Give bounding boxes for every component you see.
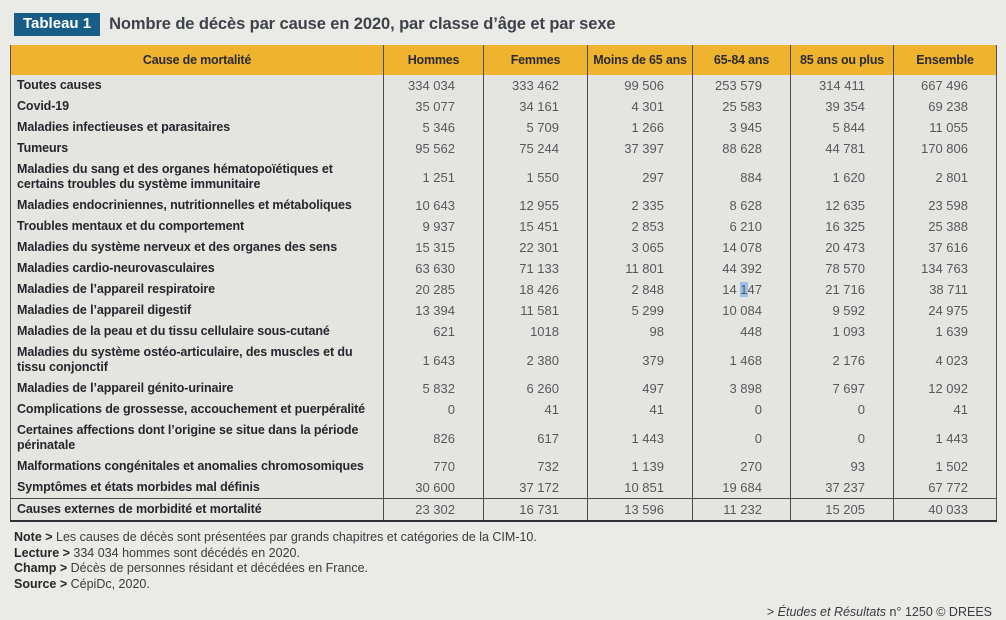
note-line — [14, 530, 996, 546]
value-cell: 884 — [693, 159, 791, 195]
note-text: CépiDc, 2020. — [70, 576, 150, 591]
row-label-cell: Certaines affections dont l’origine se situe dans la période périnatale — [11, 420, 384, 456]
value-cell: 314 411 — [791, 75, 894, 96]
value-cell: 44 392 — [693, 258, 791, 279]
value-cell: 10 643 — [384, 195, 484, 216]
value-cell: 5 709 — [484, 117, 588, 138]
credit-line — [10, 605, 996, 619]
value-cell: 0 — [791, 420, 894, 456]
value-cell: 5 346 — [384, 117, 484, 138]
header-cell: 65-84 ans — [693, 45, 791, 75]
row-label-cell: Maladies infectieuses et parasitaires — [11, 117, 384, 138]
value-cell: 7 697 — [791, 378, 894, 399]
value-cell: 4 301 — [588, 96, 693, 117]
table-row — [11, 477, 997, 499]
value-cell: 98 — [588, 321, 693, 342]
value-cell: 20 285 — [384, 279, 484, 300]
credit-rest: n° 1250 © DREES — [886, 605, 992, 619]
value-cell: 9 937 — [384, 216, 484, 237]
value-cell: 38 711 — [894, 279, 997, 300]
note-label: Champ > — [14, 561, 71, 575]
value-cell: 497 — [588, 378, 693, 399]
value-cell: 12 635 — [791, 195, 894, 216]
value-cell: 1 643 — [384, 342, 484, 378]
value-cell: 2 380 — [484, 342, 588, 378]
credit-publication-name: Études et Résultats — [777, 605, 887, 619]
value-cell: 23 302 — [384, 499, 484, 522]
row-label-cell: Malformations congénitales et anomalies chromosomiques — [11, 456, 384, 477]
value-cell: 270 — [693, 456, 791, 477]
row-label-cell: Maladies du système ostéo-articulaire, des muscles et du tissu conjonctif — [11, 342, 384, 378]
table-number-badge: Tableau 1 — [14, 13, 100, 36]
row-label-cell: Maladies endocriniennes, nutritionnelles et métaboliques — [11, 195, 384, 216]
value-cell: 6 260 — [484, 378, 588, 399]
value-cell: 41 — [588, 399, 693, 420]
row-label-cell: Tumeurs — [11, 138, 384, 159]
table-row — [11, 420, 997, 456]
value-cell: 10 851 — [588, 477, 693, 499]
value-cell: 5 844 — [791, 117, 894, 138]
value-cell: 78 570 — [791, 258, 894, 279]
value-cell: 667 496 — [894, 75, 997, 96]
title-row — [14, 13, 996, 36]
value-cell: 0 — [693, 420, 791, 456]
value-cell: 134 763 — [894, 258, 997, 279]
value-cell: 40 033 — [894, 499, 997, 522]
value-cell: 1 639 — [894, 321, 997, 342]
value-cell: 1 139 — [588, 456, 693, 477]
table-row — [11, 237, 997, 258]
row-label-cell: Troubles mentaux et du comportement — [11, 216, 384, 237]
value-cell: 16 731 — [484, 499, 588, 522]
row-label-cell: Maladies cardio-neurovasculaires — [11, 258, 384, 279]
value-cell: 25 388 — [894, 216, 997, 237]
note-line — [14, 561, 996, 577]
value-cell: 11 232 — [693, 499, 791, 522]
table-row — [11, 216, 997, 237]
table-row — [11, 300, 997, 321]
row-label-cell: Toutes causes — [11, 75, 384, 96]
value-cell: 1 468 — [693, 342, 791, 378]
table-body — [11, 75, 997, 521]
value-cell: 34 161 — [484, 96, 588, 117]
table-row — [11, 96, 997, 117]
value-cell: 69 238 — [894, 96, 997, 117]
value-cell: 37 397 — [588, 138, 693, 159]
value-cell: 9 592 — [791, 300, 894, 321]
value-cell: 19 684 — [693, 477, 791, 499]
value-cell: 39 354 — [791, 96, 894, 117]
value-cell: 22 301 — [484, 237, 588, 258]
value-cell: 1 266 — [588, 117, 693, 138]
page-title: Nombre de décès par cause en 2020, par classe d’âge et par sexe — [109, 15, 616, 33]
value-cell: 16 325 — [791, 216, 894, 237]
notes — [14, 530, 996, 592]
note-label: Lecture > — [14, 545, 74, 560]
table-row — [11, 258, 997, 279]
table-row — [11, 456, 997, 477]
value-cell: 1 443 — [588, 420, 693, 456]
value-cell: 170 806 — [894, 138, 997, 159]
header-cell: 85 ans ou plus — [791, 45, 894, 75]
value-cell: 37 616 — [894, 237, 997, 258]
value-cell: 13 596 — [588, 499, 693, 522]
value-cell: 21 716 — [791, 279, 894, 300]
value-cell: 44 781 — [791, 138, 894, 159]
header-cell: Femmes — [484, 45, 588, 75]
value-cell: 8 628 — [693, 195, 791, 216]
table-row — [11, 499, 997, 522]
value-cell: 1 620 — [791, 159, 894, 195]
table-header-row — [11, 45, 997, 75]
row-label-cell: Symptômes et états morbides mal définis — [11, 477, 384, 499]
value-cell: 732 — [484, 456, 588, 477]
value-cell: 617 — [484, 420, 588, 456]
value-cell: 63 630 — [384, 258, 484, 279]
note-label: Source > — [14, 576, 71, 591]
value-cell: 2 176 — [791, 342, 894, 378]
header-cell: Ensemble — [894, 45, 997, 75]
value-cell: 3 898 — [693, 378, 791, 399]
header-cell: Cause de mortalité — [11, 45, 384, 75]
note-line — [14, 577, 996, 593]
value-cell: 826 — [384, 420, 484, 456]
value-cell: 41 — [894, 399, 997, 420]
row-label-cell: Causes externes de morbidité et mortalité — [11, 499, 384, 522]
value-cell: 0 — [693, 399, 791, 420]
table-row — [11, 399, 997, 420]
note-text: Décès de personnes résidant et décédées en France. — [70, 561, 369, 575]
row-label-cell: Complications de grossesse, accouchement et puerpéralité — [11, 399, 384, 420]
value-cell: 11 581 — [484, 300, 588, 321]
value-cell: 6 210 — [693, 216, 791, 237]
data-table — [10, 45, 997, 522]
value-cell: 2 335 — [588, 195, 693, 216]
value-cell: 3 945 — [693, 117, 791, 138]
value-cell: 88 628 — [693, 138, 791, 159]
value-cell: 25 583 — [693, 96, 791, 117]
table-row — [11, 342, 997, 378]
value-cell: 37 237 — [791, 477, 894, 499]
table-row — [11, 378, 997, 399]
value-cell: 30 600 — [384, 477, 484, 499]
table-row — [11, 117, 997, 138]
value-cell: 334 034 — [384, 75, 484, 96]
value-cell: 23 598 — [894, 195, 997, 216]
table-row — [11, 138, 997, 159]
row-label-cell: Maladies de la peau et du tissu cellulaire sous-cutané — [11, 321, 384, 342]
value-cell: 35 077 — [384, 96, 484, 117]
value-cell: 0 — [791, 399, 894, 420]
table-row — [11, 75, 997, 96]
note-text: 334 034 hommes sont décédés en 2020. — [73, 545, 300, 560]
note-label: Note > — [14, 530, 57, 544]
value-cell: 1018 — [484, 321, 588, 342]
value-cell: 2 848 — [588, 279, 693, 300]
value-cell: 1 550 — [484, 159, 588, 195]
value-cell: 2 853 — [588, 216, 693, 237]
value-cell: 24 975 — [894, 300, 997, 321]
note-line — [14, 546, 996, 562]
value-cell: 770 — [384, 456, 484, 477]
note-text: Les causes de décès sont présentées par grands chapitres et catégories de la CIM-10. — [56, 530, 537, 544]
header-cell: Moins de 65 ans — [588, 45, 693, 75]
value-cell: 3 065 — [588, 237, 693, 258]
value-cell: 5 299 — [588, 300, 693, 321]
value-cell: 1 443 — [894, 420, 997, 456]
value-cell: 1 502 — [894, 456, 997, 477]
row-label-cell: Maladies de l’appareil génito-urinaire — [11, 378, 384, 399]
value-cell: 93 — [791, 456, 894, 477]
value-cell: 621 — [384, 321, 484, 342]
value-cell: 15 205 — [791, 499, 894, 522]
row-label-cell: Maladies de l’appareil respiratoire — [11, 279, 384, 300]
value-cell: 14 078 — [693, 237, 791, 258]
value-cell: 12 955 — [484, 195, 588, 216]
value-cell: 20 473 — [791, 237, 894, 258]
value-cell: 0 — [384, 399, 484, 420]
value-cell: 1 093 — [791, 321, 894, 342]
value-cell: 1 251 — [384, 159, 484, 195]
text-selection-highlight: 1 — [740, 282, 748, 297]
table-row — [11, 279, 997, 300]
row-label-cell: Maladies du système nerveux et des organes des sens — [11, 237, 384, 258]
value-cell: 75 244 — [484, 138, 588, 159]
value-cell: 71 133 — [484, 258, 588, 279]
value-cell: 14 147 — [693, 279, 791, 300]
row-label-cell: Maladies du sang et des organes hématopoïétiques et certains troubles du système immunitaire — [11, 159, 384, 195]
value-cell: 18 426 — [484, 279, 588, 300]
value-cell: 10 084 — [693, 300, 791, 321]
value-cell: 11 801 — [588, 258, 693, 279]
value-cell: 253 579 — [693, 75, 791, 96]
value-cell: 13 394 — [384, 300, 484, 321]
value-cell: 333 462 — [484, 75, 588, 96]
value-cell: 15 451 — [484, 216, 588, 237]
credit-prefix: > — [766, 605, 778, 619]
value-cell: 5 832 — [384, 378, 484, 399]
value-cell: 37 172 — [484, 477, 588, 499]
row-label-cell: Covid-19 — [11, 96, 384, 117]
value-cell: 448 — [693, 321, 791, 342]
table-row — [11, 159, 997, 195]
row-label-cell: Maladies de l’appareil digestif — [11, 300, 384, 321]
header-cell: Hommes — [384, 45, 484, 75]
value-cell: 297 — [588, 159, 693, 195]
value-cell: 12 092 — [894, 378, 997, 399]
table-row — [11, 321, 997, 342]
value-cell: 67 772 — [894, 477, 997, 499]
value-cell: 379 — [588, 342, 693, 378]
value-cell: 99 506 — [588, 75, 693, 96]
table-row — [11, 195, 997, 216]
value-cell: 2 801 — [894, 159, 997, 195]
value-cell: 41 — [484, 399, 588, 420]
value-cell: 11 055 — [894, 117, 997, 138]
value-cell: 15 315 — [384, 237, 484, 258]
value-cell: 95 562 — [384, 138, 484, 159]
value-cell: 4 023 — [894, 342, 997, 378]
